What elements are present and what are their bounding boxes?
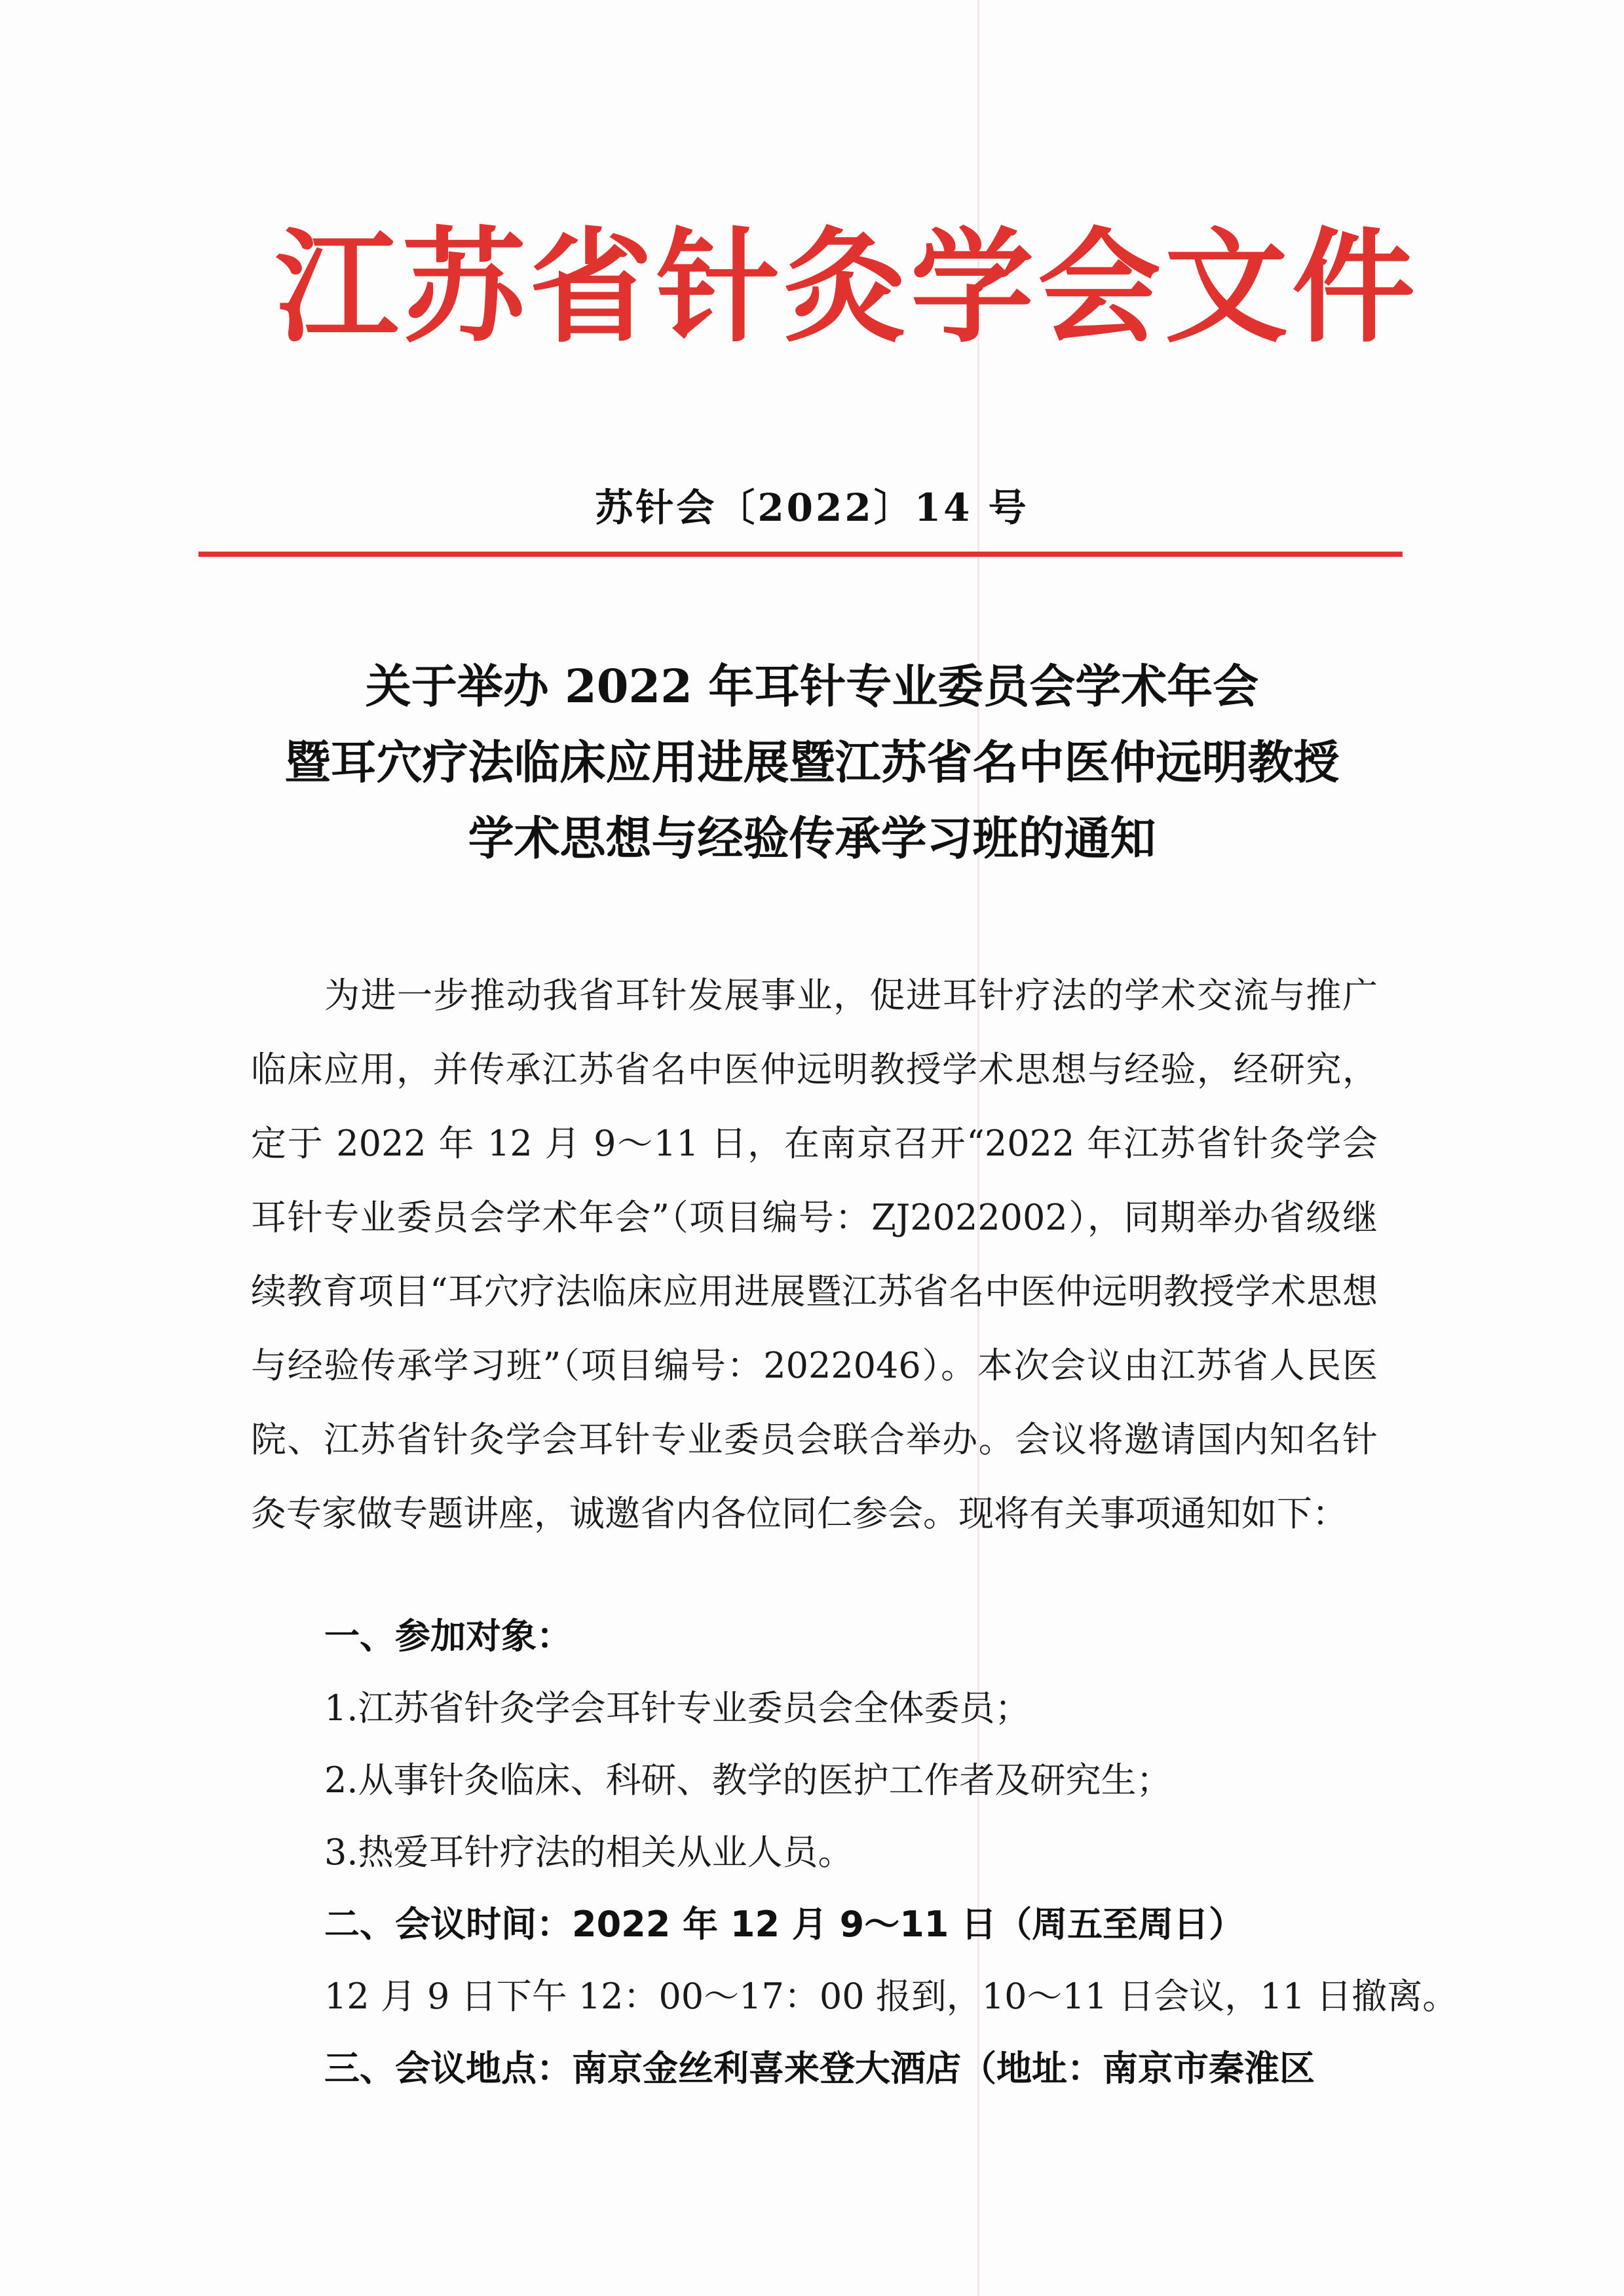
section-heading-time: 二、会议时间：2022 年 12 月 9～11 日（周五至周日） [324, 1904, 1245, 1945]
notice-title [0, 649, 1624, 876]
document-header-title: 江苏省针灸学会文件 [275, 216, 1419, 360]
section-heading-location: 三、会议地点：南京金丝利喜来登大酒店（地址：南京市秦淮区 [324, 2048, 1315, 2089]
participant-item: 3.热爱耳针疗法的相关从业人员。 [324, 1832, 854, 1873]
participant-item: 2.从事针灸临床、科研、教学的医护工作者及研究生； [324, 1760, 1172, 1801]
red-separator-rule [198, 552, 1403, 557]
participant-item: 1.江苏省针灸学会耳针专业委员会全体委员； [324, 1687, 1030, 1729]
notice-title-line: 暨耳穴疗法临床应用进展暨江苏省名中医仲远明教授 [284, 735, 1340, 789]
section-heading-participants: 一、参加对象： [324, 1615, 572, 1657]
meeting-time-detail: 12 月 9 日下午 12：00～17：00 报到，10～11 日会议，11 日撤离。 [324, 1976, 1458, 2017]
document-number: 苏针会〔2022〕14 号 [595, 485, 1029, 530]
notice-title-line: 学术思想与经验传承学习班的通知 [468, 811, 1156, 865]
intro-paragraph-text: 为进一步推动我省耳针发展事业，促进耳针疗法的学术交流与推广临床应用，并传承江苏省名中医仲远明教授学术思想与经验，经研究，定于 2022 年 12 月 9～11 日，在南京召开“2022 年江苏省针灸学会耳针专业委员会学术年会”（项目编号：ZJ2022002），同期举办省级继续教育项目“耳穴疗法临床应用进展暨江苏省名中医仲远明教授学术思想与经验传承学习班”（项目编号：2022046）。本次会议由江苏省人民医院、江苏省针灸学会耳针专业委员会联合举办。会议将邀请国内知名针灸专家做专题讲座，诚邀省内各位同仁参会。现将有关事项通知如下： [251, 975, 1378, 1534]
intro-paragraph [251, 958, 1378, 1551]
notice-title-line: 关于举办 2022 年耳针专业委员会学术年会 [365, 659, 1259, 713]
